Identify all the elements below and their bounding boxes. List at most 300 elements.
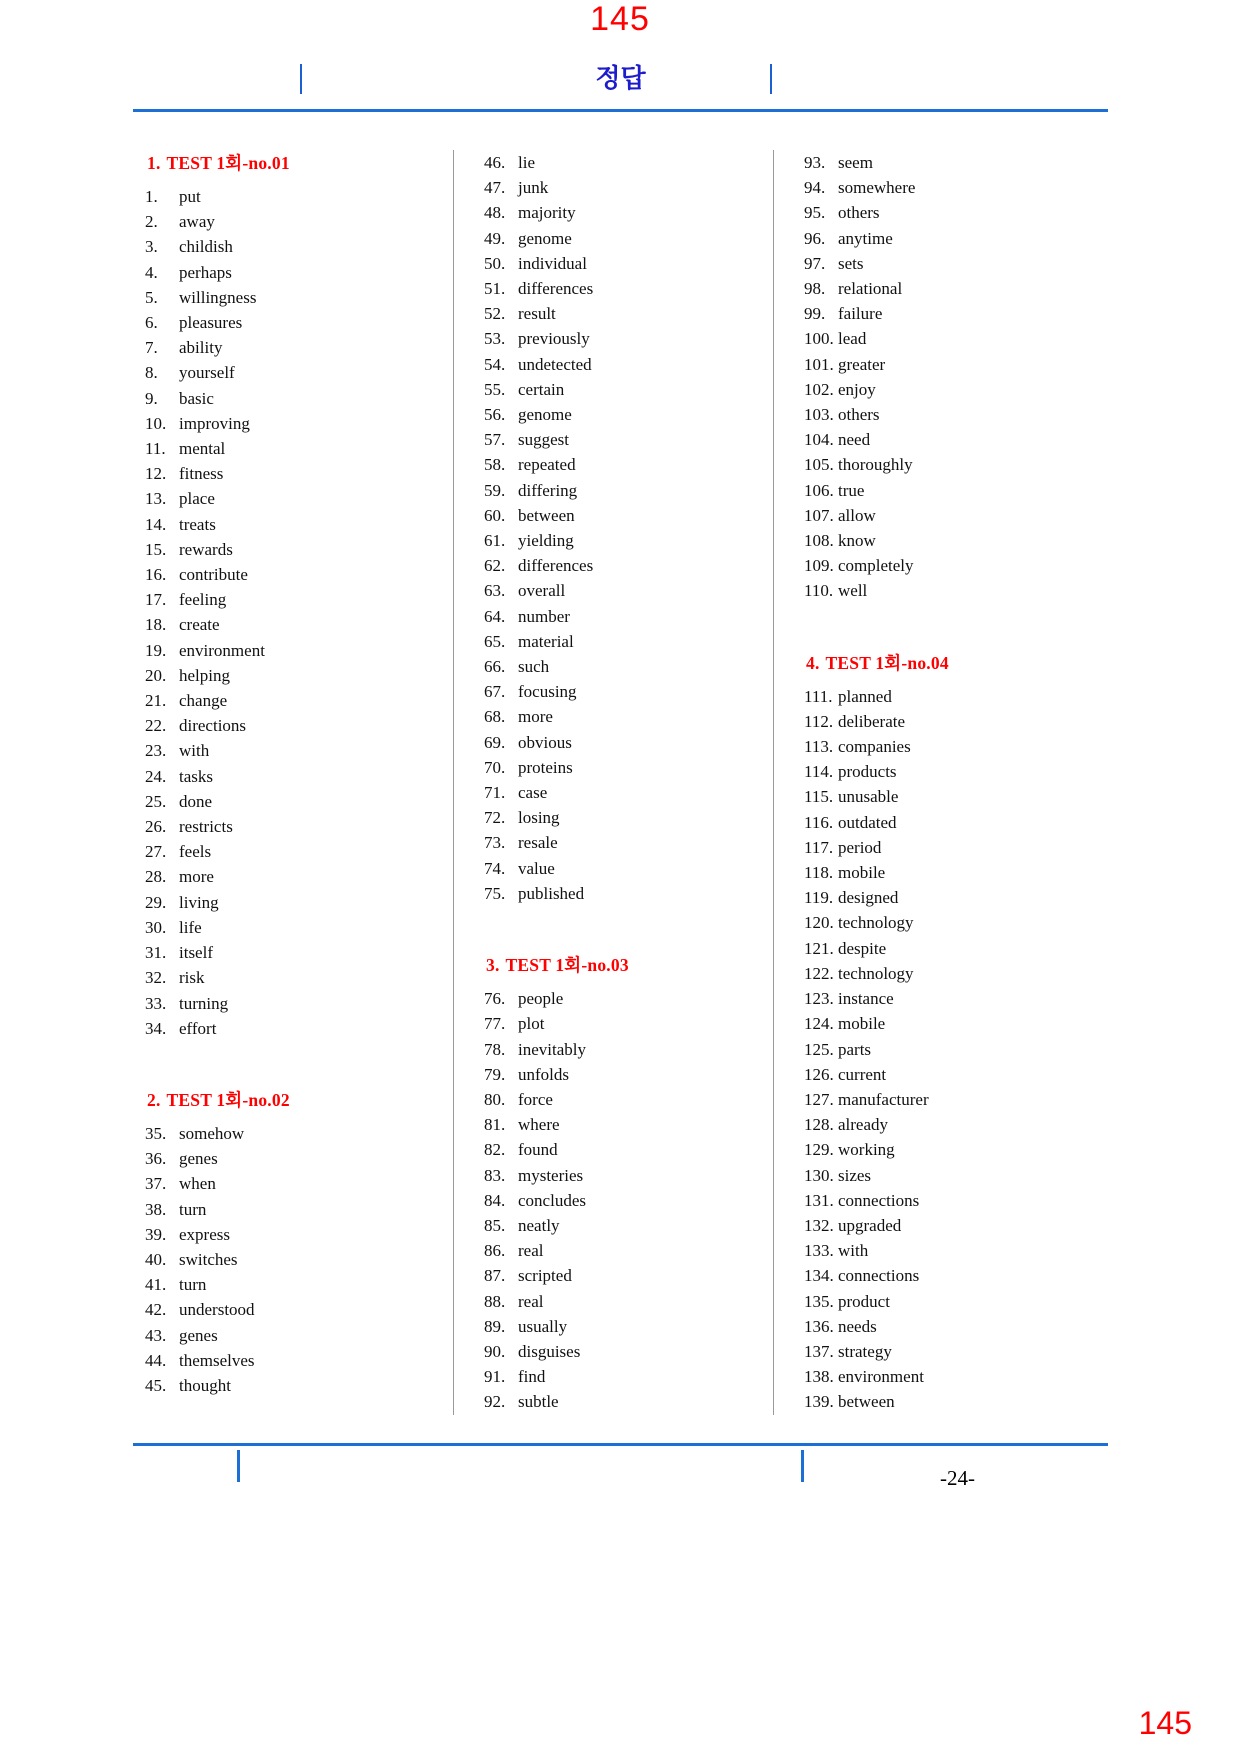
answer-entry (145, 285, 453, 310)
answer-entry (145, 461, 453, 486)
answer-word: published (518, 883, 585, 903)
answer-entry (145, 360, 453, 385)
answer-number: 15. (145, 539, 167, 559)
answer-entry (145, 688, 453, 713)
answer-number: 89. (484, 1316, 506, 1336)
answer-entry (145, 411, 453, 436)
answer-number: 63. (484, 581, 506, 601)
answer-word: with (179, 741, 210, 761)
answer-entry (804, 276, 1108, 301)
answer-word: completely (838, 556, 914, 576)
answer-number: 80. (484, 1089, 506, 1109)
answer-word: certain (518, 379, 565, 399)
answer-word: others (838, 405, 880, 425)
answer-entry (484, 856, 773, 881)
answer-entry (804, 578, 1108, 603)
answer-number: 87. (484, 1266, 506, 1286)
answer-number: 127. (804, 1089, 834, 1109)
answer-word: know (838, 531, 876, 551)
answer-number: 79. (484, 1064, 506, 1084)
answer-number: 78. (484, 1039, 506, 1059)
answer-word: more (179, 867, 214, 887)
answer-word: greater (838, 354, 886, 374)
bottom-page-number: 145 (1138, 1705, 1192, 1741)
answer-entry (484, 830, 773, 855)
answer-entry (484, 1062, 773, 1087)
answer-entry (145, 713, 453, 738)
answer-number: 43. (145, 1325, 167, 1345)
answer-number: 13. (145, 489, 167, 509)
answer-number: 69. (484, 732, 506, 752)
answer-word: manufacturer (838, 1089, 929, 1109)
answer-entry (145, 738, 453, 763)
answer-word: environment (179, 640, 265, 660)
answer-word: tasks (179, 766, 213, 786)
answer-entry (145, 612, 453, 637)
answer-word: connections (838, 1266, 920, 1286)
answer-entry (804, 528, 1108, 553)
answer-entry (804, 936, 1108, 961)
answer-entry (145, 915, 453, 940)
answer-number: 113. (804, 737, 834, 757)
answer-number: 29. (145, 892, 167, 912)
answer-number: 12. (145, 464, 167, 484)
answer-word: relational (838, 279, 903, 299)
answer-entry (145, 940, 453, 965)
answer-word: losing (518, 808, 560, 828)
answer-number: 48. (484, 203, 506, 223)
section-spacer (484, 906, 773, 952)
answer-number: 51. (484, 279, 506, 299)
answer-number: 108. (804, 531, 834, 551)
answer-word: allow (838, 505, 876, 525)
answer-entry (145, 965, 453, 990)
answer-word: companies (838, 737, 911, 757)
answer-word: product (838, 1291, 890, 1311)
answer-entry (145, 1297, 453, 1322)
answer-word: restricts (179, 817, 233, 837)
answer-number: 5. (145, 287, 158, 307)
answer-entry (804, 961, 1108, 986)
answer-entry (484, 780, 773, 805)
answer-word: working (838, 1140, 895, 1160)
answer-entry (804, 402, 1108, 427)
answer-entry (804, 1339, 1108, 1364)
answer-number: 22. (145, 716, 167, 736)
answer-word: life (179, 917, 202, 937)
answer-entry (145, 789, 453, 814)
answer-entry (804, 427, 1108, 452)
answer-number: 102. (804, 379, 834, 399)
answer-entry (145, 1348, 453, 1373)
answer-number: 117. (804, 837, 834, 857)
section-spacer (145, 1041, 453, 1087)
answer-number: 74. (484, 858, 506, 878)
answer-entry (145, 260, 453, 285)
answer-number: 122. (804, 963, 834, 983)
answer-number: 33. (145, 993, 167, 1013)
answer-word: mobile (838, 863, 886, 883)
answer-number: 10. (145, 413, 167, 433)
answer-word: genome (518, 405, 572, 425)
page-title: 정답 (595, 63, 646, 93)
answer-number: 3. (145, 237, 158, 257)
answer-entry (484, 1137, 773, 1162)
answer-word: plot (518, 1014, 545, 1034)
answer-number: 26. (145, 817, 167, 837)
answer-word: more (518, 707, 553, 727)
answer-number: 129. (804, 1140, 834, 1160)
answer-word: seem (838, 153, 873, 172)
answer-entry (484, 604, 773, 629)
section-title: TEST 1회-no.04 (825, 652, 949, 673)
answer-entry (484, 755, 773, 780)
answer-number: 1. (145, 187, 158, 206)
answer-entry (145, 1222, 453, 1247)
answer-word: repeated (518, 455, 576, 475)
answer-number: 4. (145, 262, 158, 282)
answer-number: 18. (145, 615, 167, 635)
answer-number: 37. (145, 1174, 167, 1194)
answer-entry (484, 226, 773, 251)
answer-number: 55. (484, 379, 506, 399)
answer-word: directions (179, 716, 247, 736)
answer-number: 83. (484, 1165, 506, 1185)
answer-number: 11. (145, 439, 166, 459)
answer-number: 62. (484, 556, 506, 576)
answer-number: 9. (145, 388, 158, 408)
answer-word: strategy (838, 1341, 892, 1361)
answer-number: 92. (484, 1392, 506, 1412)
answer-entry (804, 1389, 1108, 1414)
answer-word: switches (179, 1249, 238, 1269)
section-number: 3. (486, 955, 500, 976)
answer-entry (804, 175, 1108, 200)
page-header (133, 58, 1108, 116)
answer-number: 60. (484, 505, 506, 525)
answer-number: 49. (484, 228, 506, 248)
answer-number: 93. (804, 153, 826, 172)
answer-word: deliberate (838, 711, 906, 731)
answer-entry (145, 335, 453, 360)
answer-word: resale (518, 833, 558, 853)
answer-word: ability (179, 338, 223, 358)
answer-word: unusable (838, 787, 899, 807)
answer-word: childish (179, 237, 233, 257)
answer-number: 135. (804, 1291, 834, 1311)
answer-entry (804, 251, 1108, 276)
answer-number: 70. (484, 757, 506, 777)
answer-entry (804, 759, 1108, 784)
answer-number: 41. (145, 1275, 167, 1295)
answer-entry (804, 352, 1108, 377)
answer-number: 121. (804, 938, 834, 958)
top-page-number: 145 (590, 0, 650, 38)
answer-word: improving (179, 413, 250, 433)
answer-word: real (518, 1291, 544, 1311)
answer-entry (484, 1238, 773, 1263)
answer-entry (484, 1314, 773, 1339)
answer-entry (145, 234, 453, 259)
answer-entry (804, 1263, 1108, 1288)
answer-number: 27. (145, 842, 167, 862)
answer-word: sets (838, 253, 864, 273)
answer-word: found (518, 1140, 558, 1160)
answer-number: 38. (145, 1199, 167, 1219)
answer-entry (804, 1213, 1108, 1238)
answer-number: 20. (145, 665, 167, 685)
answer-word: differences (518, 279, 594, 299)
answer-entry (484, 402, 773, 427)
answer-entry (804, 1289, 1108, 1314)
column-2 (453, 150, 773, 1415)
answer-number: 120. (804, 913, 834, 933)
answer-number: 73. (484, 833, 506, 853)
answer-number: 125. (804, 1039, 834, 1059)
answer-entry (484, 1389, 773, 1414)
answer-word: living (179, 892, 219, 912)
answer-entry (145, 1197, 453, 1222)
answer-word: somehow (179, 1123, 245, 1143)
answer-number: 32. (145, 968, 167, 988)
answer-entry (145, 537, 453, 562)
answer-number: 64. (484, 606, 506, 626)
answer-number: 109. (804, 556, 834, 576)
answer-number: 104. (804, 430, 834, 450)
answer-number: 47. (484, 178, 506, 198)
answer-word: place (179, 489, 215, 509)
answer-number: 105. (804, 455, 834, 475)
answer-word: done (179, 791, 213, 811)
footer-tick-left-icon (237, 1450, 240, 1482)
answer-number: 50. (484, 253, 506, 273)
answer-number: 91. (484, 1367, 506, 1387)
answer-word: with (838, 1241, 869, 1261)
answer-word: instance (838, 989, 894, 1009)
answer-number: 59. (484, 480, 506, 500)
answer-number: 28. (145, 867, 167, 887)
answer-entry (804, 226, 1108, 251)
answer-entry (145, 839, 453, 864)
section-heading (806, 650, 1108, 675)
answer-word: outdated (838, 812, 897, 832)
answer-entry (804, 326, 1108, 351)
answer-number: 98. (804, 279, 826, 299)
answer-number: 100. (804, 329, 834, 349)
answer-word: genome (518, 228, 572, 248)
answer-word: scripted (518, 1266, 572, 1286)
answer-word: when (179, 1174, 216, 1194)
answer-entry (484, 1339, 773, 1364)
answer-number: 35. (145, 1123, 167, 1143)
answer-entry (484, 326, 773, 351)
section-title: TEST 1회-no.01 (166, 153, 290, 173)
answer-number: 8. (145, 363, 158, 383)
answer-number: 88. (484, 1291, 506, 1311)
answer-word: force (518, 1089, 553, 1109)
answer-word: pleasures (179, 313, 243, 333)
answer-word: feels (179, 842, 212, 862)
answer-number: 111. (804, 686, 833, 706)
answer-number: 57. (484, 430, 506, 450)
answer-word: treats (179, 514, 216, 534)
answer-entry (484, 1213, 773, 1238)
answer-entry (804, 784, 1108, 809)
answer-number: 112. (804, 711, 834, 731)
answer-entry (484, 986, 773, 1011)
answer-number: 65. (484, 631, 506, 651)
answer-number: 39. (145, 1224, 167, 1244)
answer-entry (145, 764, 453, 789)
answer-word: turn (179, 1199, 207, 1219)
answer-entry (804, 301, 1108, 326)
answer-entry (804, 150, 1108, 175)
answer-entry (484, 1011, 773, 1036)
answer-number: 82. (484, 1140, 506, 1160)
answer-entry (145, 864, 453, 889)
answer-number: 110. (804, 581, 834, 601)
answer-number: 126. (804, 1064, 834, 1084)
answer-word: differences (518, 556, 594, 576)
answer-word: mental (179, 439, 226, 459)
answer-entry (145, 814, 453, 839)
answer-entry (484, 301, 773, 326)
answer-word: unfolds (518, 1064, 569, 1084)
answer-number: 61. (484, 531, 506, 551)
answer-word: express (179, 1224, 230, 1244)
column-3 (773, 150, 1108, 1415)
answer-number: 42. (145, 1300, 167, 1320)
answer-entry (804, 1314, 1108, 1339)
answer-number: 7. (145, 338, 158, 358)
answer-number: 103. (804, 405, 834, 425)
section-spacer (804, 604, 1108, 650)
answer-word: rewards (179, 539, 233, 559)
answer-word: perhaps (179, 262, 232, 282)
answer-entry (145, 184, 453, 209)
answer-number: 84. (484, 1190, 506, 1210)
answer-word: planned (838, 686, 892, 706)
answer-entry (804, 684, 1108, 709)
answer-entry (145, 209, 453, 234)
answer-entry (145, 436, 453, 461)
answer-word: despite (838, 938, 887, 958)
answer-number: 14. (145, 514, 167, 534)
answer-word: enjoy (838, 379, 876, 399)
answer-number: 46. (484, 153, 506, 172)
answer-word: proteins (518, 757, 573, 777)
answer-word: current (838, 1064, 887, 1084)
answer-entry (484, 730, 773, 755)
answer-entry (804, 1188, 1108, 1213)
answer-word: turn (179, 1275, 207, 1295)
answer-word: between (838, 1392, 895, 1412)
section-number: 4. (806, 652, 820, 673)
answer-entry (804, 1238, 1108, 1263)
answer-word: mysteries (518, 1165, 584, 1185)
answer-word: yourself (179, 363, 235, 383)
answer-number: 131. (804, 1190, 834, 1210)
answer-word: effort (179, 1018, 217, 1038)
answer-number: 40. (145, 1249, 167, 1269)
answer-word: majority (518, 203, 576, 223)
answer-columns (133, 150, 1108, 1415)
answer-entry (145, 1272, 453, 1297)
answer-entry (484, 805, 773, 830)
answer-number: 116. (804, 812, 834, 832)
answer-entry (484, 478, 773, 503)
answer-number: 30. (145, 917, 167, 937)
answer-number: 54. (484, 354, 506, 374)
answer-word: understood (179, 1300, 255, 1320)
answer-number: 124. (804, 1014, 834, 1034)
footer-page-label: -24- (940, 1466, 975, 1490)
answer-entry (145, 562, 453, 587)
answer-word: between (518, 505, 575, 525)
section-title: TEST 1회-no.03 (505, 955, 629, 976)
answer-word: connections (838, 1190, 920, 1210)
answer-word: designed (838, 888, 899, 908)
answer-entry (145, 386, 453, 411)
answer-entry (145, 486, 453, 511)
answer-entry (804, 835, 1108, 860)
answer-entry (484, 1364, 773, 1389)
answer-entry (145, 1146, 453, 1171)
answer-number: 118. (804, 863, 834, 883)
answer-entry (804, 503, 1108, 528)
answer-entry (804, 478, 1108, 503)
answer-word: failure (838, 304, 883, 324)
answer-word: products (838, 762, 897, 782)
answer-entry (804, 1011, 1108, 1036)
answer-entry (484, 1037, 773, 1062)
answer-word: others (838, 203, 880, 223)
answer-number: 95. (804, 203, 826, 223)
answer-entry (804, 1364, 1108, 1389)
answer-number: 34. (145, 1018, 167, 1038)
answer-number: 45. (145, 1375, 167, 1395)
answer-entry (145, 663, 453, 688)
answer-number: 115. (804, 787, 834, 807)
answer-entry (804, 860, 1108, 885)
answer-entry (145, 890, 453, 915)
answer-number: 134. (804, 1266, 834, 1286)
answer-word: contribute (179, 565, 248, 585)
answer-entry (145, 587, 453, 612)
answer-number: 136. (804, 1316, 834, 1336)
answer-word: risk (179, 968, 205, 988)
answer-word: somewhere (838, 178, 916, 198)
answer-entry (484, 1263, 773, 1288)
answer-number: 58. (484, 455, 506, 475)
answer-word: helping (179, 665, 230, 685)
answer-word: overall (518, 581, 566, 601)
answer-entry (484, 427, 773, 452)
answer-word: suggest (518, 430, 569, 450)
answer-word: mobile (838, 1014, 886, 1034)
answer-number: 133. (804, 1241, 834, 1261)
section-title: TEST 1회-no.02 (166, 1089, 290, 1110)
answer-number: 101. (804, 354, 834, 374)
answer-word: already (838, 1115, 889, 1135)
answer-word: away (179, 212, 215, 232)
answer-entry (804, 810, 1108, 835)
answer-entry (484, 377, 773, 402)
answer-number: 114. (804, 762, 834, 782)
answer-word: willingness (179, 287, 257, 307)
answer-word: material (518, 631, 574, 651)
answer-number: 71. (484, 783, 506, 803)
